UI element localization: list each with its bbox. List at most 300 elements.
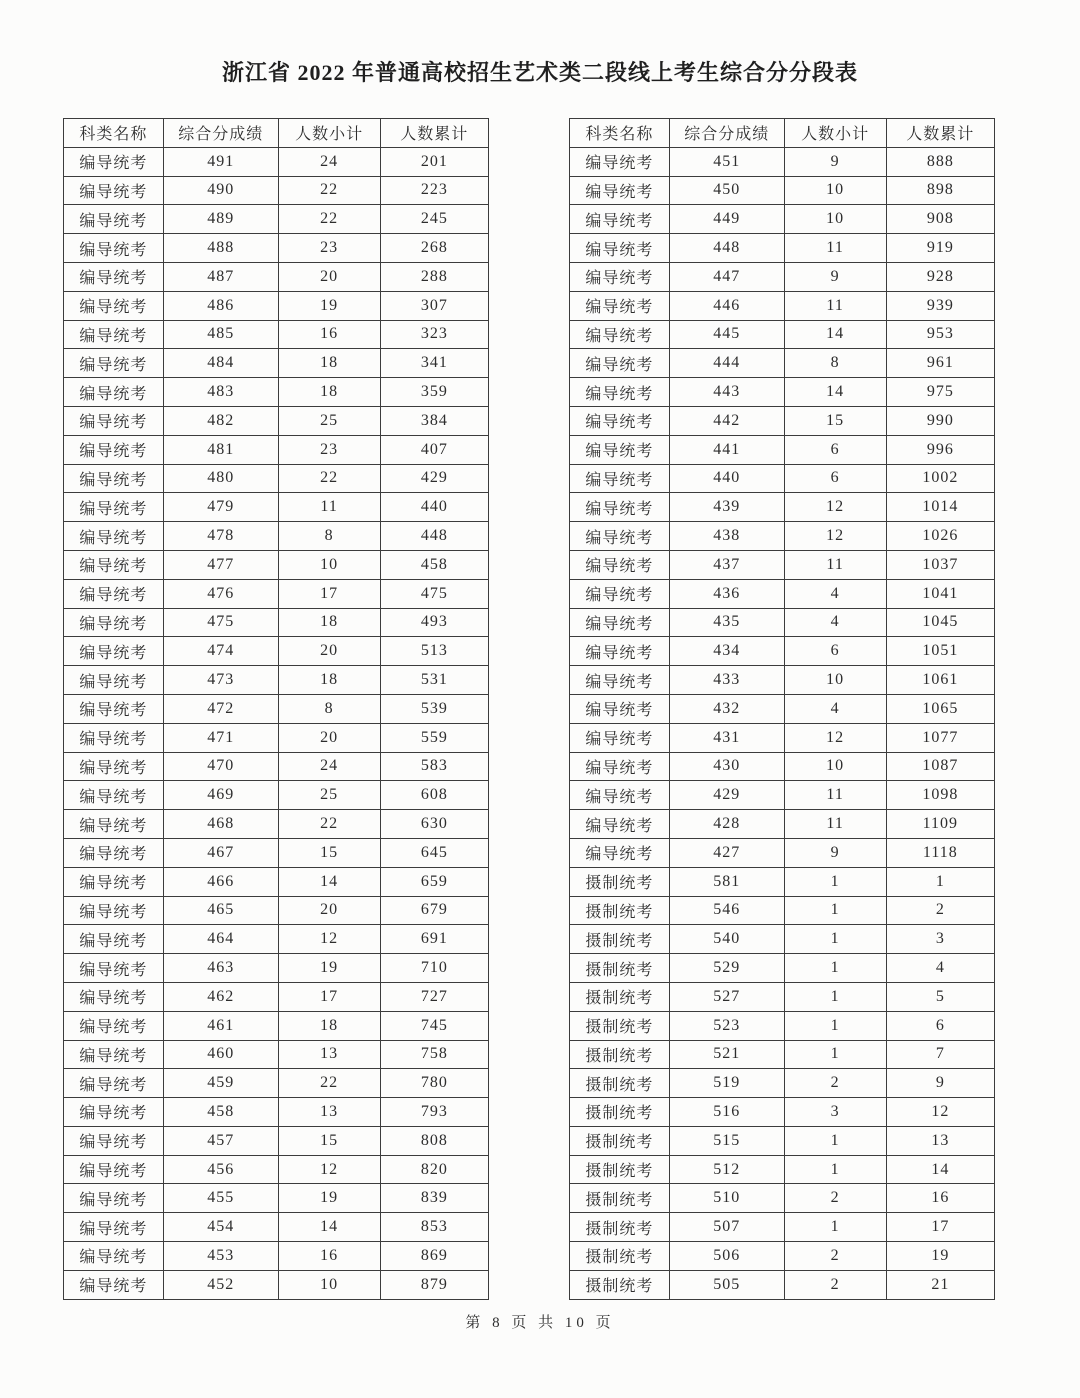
cell-category: 编导统考 [570,291,670,320]
cell-category: 摄制统考 [570,1040,670,1069]
cell-score: 471 [163,723,278,752]
cell-subtotal: 8 [278,694,380,723]
cell-cumulative: 1109 [886,810,994,839]
cell-score: 432 [669,694,784,723]
cell-score: 460 [163,1040,278,1069]
cell-cumulative: 1118 [886,838,994,867]
cell-category: 编导统考 [570,176,670,205]
cell-category: 编导统考 [570,234,670,263]
cell-score: 427 [669,838,784,867]
cell-score: 454 [163,1213,278,1242]
cell-subtotal: 22 [278,810,380,839]
cell-subtotal: 20 [278,262,380,291]
header-row [64,119,489,148]
table-row [64,954,489,983]
cell-subtotal: 11 [784,781,886,810]
cell-category: 摄制统考 [570,1098,670,1127]
cell-category: 编导统考 [64,522,164,551]
cell-subtotal: 18 [278,666,380,695]
cell-category: 编导统考 [64,1242,164,1271]
table-row [64,982,489,1011]
cell-cumulative: 780 [380,1069,488,1098]
cell-cumulative: 659 [380,867,488,896]
cell-subtotal: 24 [278,752,380,781]
cell-subtotal: 1 [784,867,886,896]
table-row [570,954,995,983]
cell-cumulative: 6 [886,1011,994,1040]
cell-cumulative: 953 [886,320,994,349]
cell-subtotal: 10 [784,752,886,781]
cell-subtotal: 1 [784,925,886,954]
cell-subtotal: 8 [784,349,886,378]
table-row [64,781,489,810]
cell-score: 462 [163,982,278,1011]
cell-score: 491 [163,147,278,176]
table-row [570,896,995,925]
cell-category: 编导统考 [570,752,670,781]
table-row [64,493,489,522]
table-row [64,349,489,378]
cell-subtotal: 16 [278,1242,380,1271]
cell-category: 编导统考 [570,349,670,378]
cell-subtotal: 25 [278,781,380,810]
cell-score: 452 [163,1270,278,1299]
cell-score: 435 [669,608,784,637]
table-row [570,838,995,867]
right-table-body [570,147,995,1299]
cell-subtotal: 12 [784,522,886,551]
cell-cumulative: 1041 [886,579,994,608]
cell-score: 451 [669,147,784,176]
table-row [570,1155,995,1184]
cell-category: 编导统考 [570,320,670,349]
cell-category: 编导统考 [64,320,164,349]
column-header-subtotal: 人数小计 [784,119,886,148]
table-row [570,982,995,1011]
cell-subtotal: 1 [784,1155,886,1184]
cell-subtotal: 10 [278,550,380,579]
cell-category: 摄制统考 [570,867,670,896]
table-row [64,896,489,925]
cell-category: 编导统考 [64,1184,164,1213]
cell-score: 505 [669,1270,784,1299]
cell-score: 540 [669,925,784,954]
table-row [64,1069,489,1098]
cell-subtotal: 12 [784,723,886,752]
cell-score: 436 [669,579,784,608]
cell-cumulative: 458 [380,550,488,579]
table-row [64,666,489,695]
cell-cumulative: 939 [886,291,994,320]
cell-score: 428 [669,810,784,839]
cell-cumulative: 710 [380,954,488,983]
table-row [64,752,489,781]
cell-subtotal: 9 [784,262,886,291]
cell-score: 441 [669,435,784,464]
cell-subtotal: 1 [784,1213,886,1242]
cell-cumulative: 879 [380,1270,488,1299]
cell-cumulative: 4 [886,954,994,983]
table-row [570,694,995,723]
cell-score: 475 [163,608,278,637]
cell-subtotal: 14 [784,378,886,407]
table-row [570,752,995,781]
cell-cumulative: 691 [380,925,488,954]
cell-category: 编导统考 [64,464,164,493]
table-row [570,234,995,263]
cell-category: 编导统考 [570,781,670,810]
cell-category: 编导统考 [570,608,670,637]
cell-category: 编导统考 [64,810,164,839]
cell-category: 编导统考 [570,810,670,839]
table-row [570,1270,995,1299]
cell-cumulative: 1026 [886,522,994,551]
cell-category: 编导统考 [64,406,164,435]
cell-category: 编导统考 [64,838,164,867]
table-row [64,147,489,176]
table-row [64,694,489,723]
cell-cumulative: 201 [380,147,488,176]
cell-cumulative: 475 [380,579,488,608]
cell-category: 摄制统考 [570,1069,670,1098]
cell-category: 编导统考 [64,262,164,291]
cell-subtotal: 1 [784,1011,886,1040]
cell-cumulative: 17 [886,1213,994,1242]
cell-score: 450 [669,176,784,205]
cell-cumulative: 1002 [886,464,994,493]
table-row [570,579,995,608]
table-row [64,637,489,666]
cell-cumulative: 758 [380,1040,488,1069]
cell-score: 510 [669,1184,784,1213]
cell-subtotal: 9 [784,838,886,867]
cell-cumulative: 12 [886,1098,994,1127]
table-row [570,349,995,378]
table-row [64,1270,489,1299]
cell-score: 481 [163,435,278,464]
cell-cumulative: 745 [380,1011,488,1040]
table-row [570,291,995,320]
table-row [570,1126,995,1155]
cell-cumulative: 630 [380,810,488,839]
table-row [64,435,489,464]
cell-subtotal: 13 [278,1098,380,1127]
cell-subtotal: 18 [278,378,380,407]
cell-score: 445 [669,320,784,349]
cell-category: 编导统考 [64,147,164,176]
cell-category: 编导统考 [64,435,164,464]
cell-cumulative: 384 [380,406,488,435]
cell-subtotal: 6 [784,464,886,493]
cell-score: 453 [163,1242,278,1271]
cell-score: 519 [669,1069,784,1098]
cell-category: 编导统考 [570,406,670,435]
cell-cumulative: 323 [380,320,488,349]
cell-subtotal: 1 [784,896,886,925]
cell-score: 431 [669,723,784,752]
table-row [570,666,995,695]
cell-cumulative: 307 [380,291,488,320]
cell-score: 488 [163,234,278,263]
cell-cumulative: 531 [380,666,488,695]
cell-subtotal: 17 [278,579,380,608]
cell-subtotal: 4 [784,694,886,723]
cell-subtotal: 4 [784,579,886,608]
cell-score: 429 [669,781,784,810]
table-row [570,1213,995,1242]
table-row [570,176,995,205]
table-row [64,176,489,205]
cell-subtotal: 6 [784,435,886,464]
cell-score: 468 [163,810,278,839]
cell-score: 516 [669,1098,784,1127]
table-row [570,608,995,637]
table-row [570,723,995,752]
cell-cumulative: 14 [886,1155,994,1184]
cell-subtotal: 25 [278,406,380,435]
cell-score: 527 [669,982,784,1011]
cell-score: 523 [669,1011,784,1040]
cell-cumulative: 888 [886,147,994,176]
cell-category: 编导统考 [64,234,164,263]
cell-score: 466 [163,867,278,896]
cell-cumulative: 975 [886,378,994,407]
cell-cumulative: 513 [380,637,488,666]
cell-category: 编导统考 [570,838,670,867]
cell-subtotal: 10 [784,176,886,205]
cell-score: 446 [669,291,784,320]
cell-category: 编导统考 [570,493,670,522]
cell-cumulative: 2 [886,896,994,925]
table-row [64,464,489,493]
cell-category: 编导统考 [64,867,164,896]
cell-category: 摄制统考 [570,1242,670,1271]
cell-subtotal: 20 [278,723,380,752]
table-row [64,1011,489,1040]
cell-cumulative: 1037 [886,550,994,579]
cell-subtotal: 19 [278,1184,380,1213]
cell-score: 438 [669,522,784,551]
cell-score: 458 [163,1098,278,1127]
cell-score: 467 [163,838,278,867]
cell-score: 507 [669,1213,784,1242]
cell-score: 480 [163,464,278,493]
table-row [64,205,489,234]
cell-category: 编导统考 [64,1270,164,1299]
cell-score: 465 [163,896,278,925]
cell-category: 编导统考 [64,1155,164,1184]
cell-score: 449 [669,205,784,234]
cell-category: 编导统考 [570,723,670,752]
cell-score: 479 [163,493,278,522]
cell-subtotal: 10 [278,1270,380,1299]
cell-subtotal: 20 [278,896,380,925]
cell-category: 编导统考 [570,694,670,723]
column-header-category: 科类名称 [570,119,670,148]
cell-category: 摄制统考 [570,1126,670,1155]
cell-cumulative: 1077 [886,723,994,752]
cell-category: 摄制统考 [570,1155,670,1184]
cell-category: 编导统考 [64,1040,164,1069]
cell-category: 编导统考 [64,723,164,752]
tables-container [0,118,1080,1300]
cell-subtotal: 2 [784,1242,886,1271]
cell-cumulative: 268 [380,234,488,263]
cell-cumulative: 898 [886,176,994,205]
cell-score: 487 [163,262,278,291]
cell-subtotal: 14 [278,867,380,896]
table-row [570,522,995,551]
cell-subtotal: 1 [784,954,886,983]
cell-subtotal: 15 [278,1126,380,1155]
table-row [570,320,995,349]
cell-category: 编导统考 [570,666,670,695]
cell-score: 478 [163,522,278,551]
cell-score: 464 [163,925,278,954]
cell-subtotal: 4 [784,608,886,637]
cell-cumulative: 869 [380,1242,488,1271]
cell-cumulative: 1 [886,867,994,896]
table-row [570,406,995,435]
cell-subtotal: 18 [278,1011,380,1040]
cell-subtotal: 1 [784,982,886,1011]
cell-score: 515 [669,1126,784,1155]
cell-cumulative: 1061 [886,666,994,695]
cell-cumulative: 341 [380,349,488,378]
table-row [64,579,489,608]
cell-subtotal: 19 [278,291,380,320]
cell-cumulative: 407 [380,435,488,464]
cell-score: 485 [163,320,278,349]
cell-cumulative: 990 [886,406,994,435]
cell-cumulative: 908 [886,205,994,234]
column-header-category: 科类名称 [64,119,164,148]
column-header-score: 综合分成绩 [163,119,278,148]
cell-subtotal: 19 [278,954,380,983]
table-row [570,464,995,493]
cell-category: 编导统考 [570,205,670,234]
cell-subtotal: 10 [784,205,886,234]
cell-cumulative: 1087 [886,752,994,781]
cell-cumulative: 919 [886,234,994,263]
cell-score: 489 [163,205,278,234]
table-row [64,1098,489,1127]
table-row [570,205,995,234]
cell-subtotal: 23 [278,435,380,464]
cell-category: 编导统考 [570,464,670,493]
cell-score: 476 [163,579,278,608]
table-row [570,147,995,176]
cell-subtotal: 22 [278,1069,380,1098]
cell-subtotal: 11 [278,493,380,522]
table-row [570,1069,995,1098]
cell-category: 编导统考 [64,550,164,579]
cell-category: 编导统考 [64,608,164,637]
cell-category: 编导统考 [64,781,164,810]
cell-score: 490 [163,176,278,205]
cell-subtotal: 15 [784,406,886,435]
cell-category: 摄制统考 [570,1184,670,1213]
cell-cumulative: 448 [380,522,488,551]
table-row [64,838,489,867]
table-row [570,435,995,464]
cell-subtotal: 22 [278,464,380,493]
cell-subtotal: 2 [784,1184,886,1213]
cell-cumulative: 7 [886,1040,994,1069]
cell-score: 457 [163,1126,278,1155]
table-row [570,637,995,666]
cell-category: 摄制统考 [570,1270,670,1299]
table-row [64,810,489,839]
table-row [64,1242,489,1271]
cell-score: 473 [163,666,278,695]
cell-cumulative: 493 [380,608,488,637]
cell-cumulative: 539 [380,694,488,723]
cell-subtotal: 11 [784,291,886,320]
cell-subtotal: 17 [278,982,380,1011]
cell-cumulative: 5 [886,982,994,1011]
cell-score: 529 [669,954,784,983]
table-row [570,550,995,579]
cell-score: 472 [163,694,278,723]
cell-category: 编导统考 [64,666,164,695]
cell-score: 437 [669,550,784,579]
cell-subtotal: 8 [278,522,380,551]
cell-category: 编导统考 [570,637,670,666]
cell-category: 编导统考 [64,954,164,983]
cell-cumulative: 928 [886,262,994,291]
cell-category: 编导统考 [64,378,164,407]
table-row [570,262,995,291]
cell-subtotal: 22 [278,176,380,205]
cell-category: 编导统考 [64,1069,164,1098]
cell-cumulative: 996 [886,435,994,464]
cell-subtotal: 11 [784,234,886,263]
table-row [570,925,995,954]
column-header-subtotal: 人数小计 [278,119,380,148]
cell-category: 摄制统考 [570,925,670,954]
cell-score: 483 [163,378,278,407]
cell-cumulative: 808 [380,1126,488,1155]
table-row [570,1242,995,1271]
cell-category: 编导统考 [64,752,164,781]
cell-cumulative: 583 [380,752,488,781]
cell-subtotal: 1 [784,1126,886,1155]
cell-subtotal: 24 [278,147,380,176]
table-row [64,1126,489,1155]
cell-cumulative: 793 [380,1098,488,1127]
cell-score: 443 [669,378,784,407]
cell-category: 摄制统考 [570,982,670,1011]
cell-subtotal: 11 [784,550,886,579]
cell-cumulative: 1014 [886,493,994,522]
cell-score: 512 [669,1155,784,1184]
table-row [64,1184,489,1213]
column-header-cumulative: 人数累计 [380,119,488,148]
cell-cumulative: 839 [380,1184,488,1213]
cell-score: 442 [669,406,784,435]
table-row [64,320,489,349]
cell-category: 编导统考 [64,1098,164,1127]
table-row [570,1184,995,1213]
cell-cumulative: 3 [886,925,994,954]
left-score-table [63,118,489,1300]
cell-subtotal: 22 [278,205,380,234]
cell-category: 摄制统考 [570,896,670,925]
table-row [64,1155,489,1184]
cell-category: 编导统考 [64,205,164,234]
cell-category: 编导统考 [64,176,164,205]
